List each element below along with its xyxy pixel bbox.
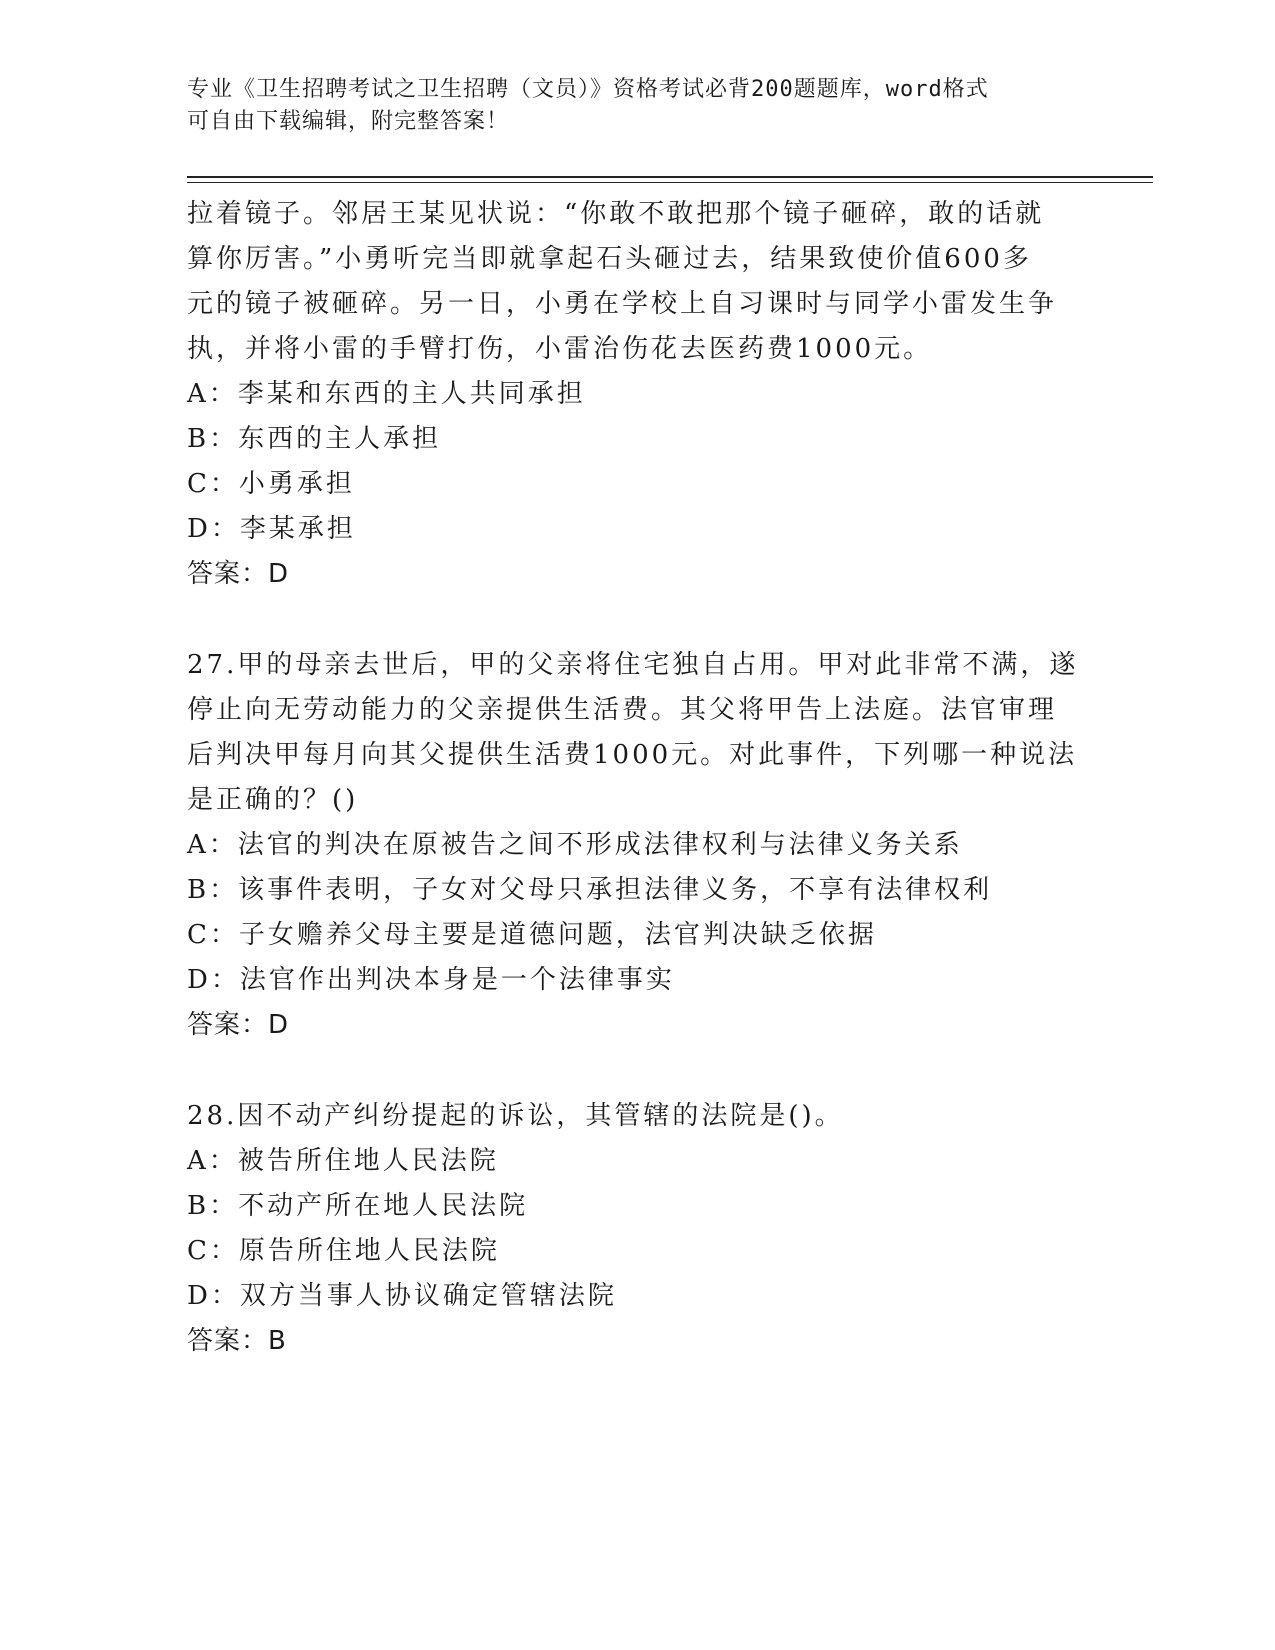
option-c: C：小勇承担 bbox=[187, 469, 355, 499]
option-c: C：原告所住地人民法院 bbox=[187, 1236, 500, 1266]
question-stem-line: 停止向无劳动能力的父亲提供生活费。其父将甲告上法庭。法官审理 bbox=[187, 695, 1058, 725]
question-stem-line: 元的镜子被砸碎。另一日，小勇在学校上自习课时与同学小雷发生争 bbox=[187, 289, 1058, 319]
question-stem-line: 拉着镜子。邻居王某见状说：“你敢不敢把那个镜子砸碎，敢的话就 bbox=[187, 199, 1045, 229]
option-d: D：法官作出判决本身是一个法律事实 bbox=[187, 965, 675, 995]
document-body bbox=[187, 192, 1087, 1364]
question-27 bbox=[187, 643, 1087, 1048]
question-26 bbox=[187, 192, 1087, 597]
option-a: A：被告所住地人民法院 bbox=[187, 1146, 499, 1176]
question-stem-line: 算你厉害。”小勇听完当即就拿起石头砸过去，结果致使价值600多 bbox=[187, 244, 1032, 274]
header-line-2: 可自由下载编辑，附完整答案！ bbox=[187, 109, 510, 134]
question-stem-line: 是正确的？() bbox=[187, 785, 359, 815]
question-stem-line: 27.甲的母亲去世后，甲的父亲将住宅独自占用。甲对此非常不满，遂 bbox=[187, 650, 1079, 680]
question-spacer bbox=[187, 597, 1087, 643]
document-header bbox=[187, 74, 1087, 138]
option-a: A：法官的判决在原被告之间不形成法律权利与法律义务关系 bbox=[187, 830, 963, 860]
question-stem-line: 执，并将小雷的手臂打伤，小雷治伤花去医药费1000元。 bbox=[187, 334, 933, 364]
question-stem-line: 28.因不动产纠纷提起的诉讼，其管辖的法院是()。 bbox=[187, 1101, 844, 1131]
question-28 bbox=[187, 1094, 1087, 1364]
header-line-1: 专业《卫生招聘考试之卫生招聘（文员）》资格考试必背200题题库，word格式 bbox=[187, 77, 989, 102]
option-d: D：李某承担 bbox=[187, 514, 356, 544]
answer-line: 答案：D bbox=[187, 559, 290, 589]
option-b: B：不动产所在地人民法院 bbox=[187, 1191, 529, 1221]
option-d: D：双方当事人协议确定管辖法院 bbox=[187, 1281, 617, 1311]
question-spacer bbox=[187, 1048, 1087, 1094]
answer-line: 答案：B bbox=[187, 1326, 287, 1356]
header-divider bbox=[187, 176, 1153, 183]
question-stem-line: 后判决甲每月向其父提供生活费1000元。对此事件，下列哪一种说法 bbox=[187, 740, 1078, 770]
option-a: A：李某和东西的主人共同承担 bbox=[187, 379, 586, 409]
option-b: B：该事件表明，子女对父母只承担法律义务，不享有法律权利 bbox=[187, 875, 993, 905]
option-c: C：子女赡养父母主要是道德问题，法官判决缺乏依据 bbox=[187, 920, 877, 950]
option-b: B：东西的主人承担 bbox=[187, 424, 442, 454]
answer-line: 答案：D bbox=[187, 1010, 290, 1040]
